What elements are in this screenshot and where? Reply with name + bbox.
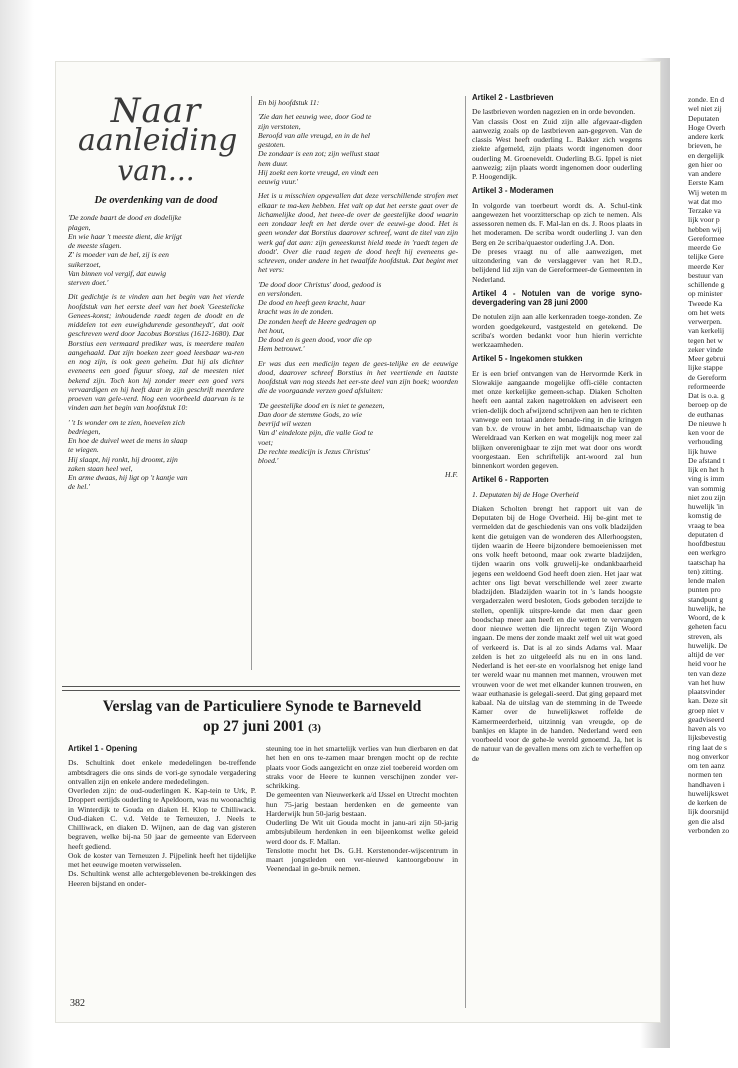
next-page-fragment-line: meerde Ker: [688, 261, 724, 271]
meditation-column-left: [68, 196, 244, 676]
next-page-fragment-line: van het huw: [688, 677, 726, 687]
next-page-fragment-line: haven als vo: [688, 724, 726, 733]
artikel-1-paragraph-3: Ook de koster van Terneuzen J. Pijpelink heeft het tijdelijke met het eeuwige moeten verwisselen.: [68, 850, 256, 869]
artikel-5-paragraph-1: Er is een brief ontvangen van de Hervormde Kerk in Slowakije aangaande mogelijke offi-ciële contacten met onze kerkelijke gemeen-schap. Diaken Scholten heeft een aantal zaken nagetrokken en adviseert een vrien-delijk doch afwijzend schrijven aan hen te richten vanwege een totaal andere benade-ring in die kringen van b.v. de vrouw in het ambt, lidmaatschap van de Wereldraad van Kerken en wat mogelijk nog meer zal blijken onverenigbaar te zijn met wat door ons wordt voorgestaan. Een schriftelijk ant-woord zal hun binnenkort worden gegeven.: [472, 368, 642, 470]
next-page-fragment-line: nog onverkor: [688, 751, 729, 761]
next-page-fragment-line: normen ten: [688, 770, 723, 780]
artikel-1-paragraph-1: Ds. Schultink doet enkele mededelingen be-treffende ambtsdragers die ons sinds de vori-ge synodale vergadering ontvallen zijn en enkele andere mededelingen.: [68, 758, 256, 786]
column-divider-1: [251, 96, 252, 670]
next-page-fragment-line: Hoge Overh: [688, 122, 726, 132]
next-page-fragment-line: Meer gebrui: [688, 354, 726, 363]
next-page-fragment-line: reformeerde: [688, 381, 726, 391]
artikel-2-paragraph-2: Van classis Oost en Zuid zijn alle afgevaar-digden aanwezig zoals op de lastbrieven aan-gegeven. Van de classis West heeft ouderling L. Bakker zich wegens ziekte afgemeld, zijn plaats wordt ingenomen door ouderling M. Groeneveldt. Ouderling B.G. Ippel is niet aanwezig; zijn plaats wordt ingenomen door ouderling P. Hoogendijk.: [472, 116, 642, 181]
next-page-fragment-line: lijk voor p: [688, 215, 720, 225]
next-page-fragment-line: brieven, he: [688, 141, 722, 151]
next-page-fragment-line: groep niet v: [688, 705, 725, 715]
next-page-fragment-line: kan. Deze sit: [688, 696, 728, 706]
next-page-fragment-line: op minister: [688, 289, 723, 299]
next-page-fragment-line: Woord, de k: [688, 613, 726, 622]
artikel-2-paragraph-1: De lastbrieven worden nagezien en in orde bevonden.: [472, 107, 636, 117]
next-page-fragment-line: ten) zitting.: [688, 566, 724, 576]
meditation-subtitle: De overdenking van de dood: [94, 196, 218, 206]
next-page-fragment-line: ring laat de s: [688, 742, 728, 752]
next-page-fragment-line: lijke stappe: [688, 363, 723, 373]
artikel-2-heading: Artikel 2 - Lastbrieven: [472, 93, 554, 102]
next-page-fragment-line: van sommig: [688, 483, 726, 493]
artikel-1-continued-3: Ouderling De Wit uit Gouda mocht in janu-ari zijn 50-jarig ambtsjubileum herdenken in een bijeenkomst welke geleid werd door ds. F. Mallan.: [266, 818, 458, 846]
artikel-4-heading: Artikel 4 - Notulen van de vorige syno-devergadering van 28 juni 2000: [472, 288, 642, 307]
next-page-fragment-line: de euthanas: [688, 409, 724, 419]
artikel-5-heading: Artikel 5 - Ingekomen stukken: [472, 354, 583, 364]
artikel-1-paragraph-2: Overleden zijn: de oud-ouderlingen K. Kap-tein te Urk, P. Droppert eertijds ouderling te Apeldoorn, was nu woonachtig in Winterdijk te Gouda en diaken H. Klop te Chilliwack. Oud-diaken C. v.d. Velde te Terneuzen, J. Neels te Chilliwack, en diaken D. Wijnen, aan de dag van gisteren begraven, welke bij-na 50 jaar de gemeente van Ederveen heeft gediend.: [68, 786, 256, 851]
next-page-fragment-column: [688, 95, 738, 835]
verslag-column-right: [472, 93, 642, 1009]
next-page-fragment-line: de Gereform: [688, 372, 727, 382]
next-page-fragment-line: Dat is o.a. g: [688, 391, 725, 400]
next-page-fragment-line: een werkgro: [688, 548, 726, 558]
next-page-fragment-line: Deputaten: [688, 113, 720, 123]
next-page-fragment-line: ving is imm: [688, 474, 725, 484]
verse-1: 'De zonde baart de dood en dodelijke plagen, En wie haar 't meeste dient, die krijgt de meeste slagen. Z' is moeder van de hel, zij is een suikerzoet, Van binnen vol vergif, dat euwig sterven doet.': [68, 213, 182, 287]
next-page-fragment-line: tegen het w: [688, 335, 724, 345]
next-page-fragment-line: niet zou zijn: [688, 492, 726, 502]
next-page-fragment-line: vraag te bea: [688, 520, 725, 530]
next-page-fragment-line: bestuur van: [688, 270, 724, 280]
verslag-column-middle: [266, 744, 458, 984]
next-page-fragment-line: wel niet zij: [688, 104, 722, 114]
artikel-6-subheading: 1. Deputaten bij de Hoge Overheid: [472, 489, 579, 499]
next-page-fragment-line: de kerken de: [688, 798, 727, 807]
next-page-fragment-line: om ten aanz: [688, 761, 725, 770]
verslag-part-number: (3): [308, 722, 321, 734]
next-page-fragment-line: van kerkelij: [688, 326, 725, 336]
next-page-fragment-line: standpunt g: [688, 594, 724, 604]
next-page-fragment-line: wat dat mo: [688, 196, 722, 206]
next-page-fragment-line: zonde. En d: [688, 95, 725, 104]
column-divider-2: [465, 96, 466, 1008]
title-line-2: aanleiding: [78, 123, 238, 158]
next-page-fragment-line: lijk en het h: [688, 465, 725, 474]
next-page-fragment-line: huwelijk 'in: [688, 502, 724, 511]
next-page-fragment-line: verbonden zo: [688, 825, 730, 835]
next-page-fragment-line: Gereformee: [688, 233, 725, 243]
next-page-fragment-line: taatschap ha: [688, 557, 726, 567]
meditation-paragraph-2: Het is u misschien opgevallen dat deze verschillende strofen met elkaar te ma-ken hebben. Het valt op dat het eerste gaat over de lichamelijke dood, het twee-de over de geestelijke dood waarin een zondaar leeft en het derde over de eeuwi-ge dood. Het is geen wonder dat Borstius daarover schreef, want de titel van zijn werk gaf dat aan: zijn geneeskunst hield mede in 'raedt tegen de doodt'. Over die raad tegen de dood heeft hij eveneens ge-schreven, onder andere in het twaalfde hoofdstuk. Dat begint met het vers:: [258, 191, 458, 275]
next-page-fragment-line: van andere: [688, 169, 722, 178]
artikel-3-paragraph-2: De preses vraagt nu of alle aanwezigen, met uitzondering van de verslaggever van het R.D., belijdend lid zijn van de Gereformeer-de Gemeenten in Nederland.: [472, 246, 642, 284]
next-page-fragment-line: punten pro: [688, 585, 721, 595]
meditation-paragraph-3: Er was dus een medicijn tegen de gees-telijke en de eeuwige dood, daarover schreef Borstius in het veertiende en laatste hoofdstuk van nog steeds het eer-ste deel van zijn boek; woorden die de voorgaande verzen goed afsluiten:: [258, 358, 458, 396]
next-page-fragment-line: deputaten d: [688, 529, 724, 539]
next-page-fragment-line: huwelijk, he: [688, 603, 726, 613]
next-page-fragment-line: en dergelijk: [688, 150, 724, 160]
next-page-fragment-line: ten van deze: [688, 668, 726, 678]
page-number: 382: [70, 998, 85, 1009]
next-page-fragment-line: streven, als: [688, 631, 723, 641]
next-page-fragment-line: geheten facu: [688, 622, 727, 632]
hoofdstuk-11-intro: En bij hoofdstuk 11:: [258, 98, 320, 107]
artikel-1-continued-2: De gemeenten van Nieuwerkerk a/d IJssel en Utrecht mochten hun 75-jarig bestaan herdenken en de gemeente van Harderwijk hun 50-jarig bestaan.: [266, 790, 458, 818]
next-page-fragment-line: lijk doorsnijd: [688, 807, 729, 817]
artikel-1-continued-1: steuning toe in het smartelijk verlies van hun dierbaren en dat het hen en ons te-zamen maar brengen mocht op de rechte plaats voor Gods aangezicht en onze ziel toebereid worden om straks voor de Heere te kunnen verschijnen zonder ver-schrikking.: [266, 744, 458, 790]
next-page-fragment-line: huwelijkswet: [688, 788, 729, 798]
meditation-paragraph-1: Dit gedichtje is te vinden aan het begin van het vierde hoofdstuk van het eerste deel van het boek 'Geestelicke Genees-konst; inhoudende raedt tegen de doodt en de middelen tot een euwighdurende gesontheydt', dat ooit geschreven werd door Jacobus Borstius (1612-1680). Dat Borstius een vermaard prediker was, is meerdere malen aangehaald. Dat zijn boeken zeer goed leesbaar wa-ren en nog zijn, is ook geen geheim. Dat hij als dichter eveneens een goed figuur sloeg, zal de meesten niet bekend zijn. Toch kon hij zonder meer een goed vers vervaardigen en hij heeft daar in zijn geschrift meerdere proeven van gele-verd. Nog een voorbeeld daarvan is te vinden aan het begin van hoofdstuk 10:: [68, 292, 244, 413]
next-page-fragment-line: andere kerk: [688, 132, 724, 141]
verslag-title-line-2: op 27 juni 2001 (3): [203, 718, 321, 735]
column-script-title: [78, 91, 238, 187]
next-page-fragment-line: verhouding: [688, 437, 723, 447]
verslag-title: [62, 697, 462, 738]
next-page-fragment-line: altijd de ver: [688, 650, 725, 659]
next-page-fragment-line: lijk huwe: [688, 446, 717, 456]
verse-2: ' 't Is wonder om te zien, hoevelen zich bedriegen, En hoe de duivel weet de mens in slaap te wiegen. Hij slaapt, hij ronkt, hij droomt, zijn zaken staan heel wel, En arme dwaas, hij ligt op 't kantje van de hel.': [68, 417, 188, 492]
artikel-1-continued-4: Tenslotte mocht het Ds. G.H. Kerstenonder-wijscentrum in maart jongstleden een ver-nieuwd kantoorgebouw in Veenendaal in ge-bruik nemen.: [266, 845, 458, 874]
next-page-fragment-line: Terzake va: [688, 206, 721, 215]
next-page-fragment-line: De afstand t: [688, 455, 725, 465]
verslag-column-left: [68, 744, 256, 984]
scan-edge-shadow: [0, 0, 34, 1068]
next-page-fragment-line: schillende g: [688, 280, 725, 289]
next-page-fragment-line: Eerste Kam: [688, 178, 724, 188]
artikel-3-heading: Artikel 3 - Moderamen: [472, 186, 554, 196]
next-page-fragment-line: huwelijk. De: [688, 640, 728, 650]
next-page-fragment-line: gen hier oo: [688, 159, 723, 169]
artikel-4-paragraph-1: De notulen zijn aan alle kerkenraden toege-zonden. Ze worden goedgekeurd, vastgesteld en getekend. De scriba's worden bedankt voor hun hierin verrichte werkzaamheden.: [472, 312, 642, 349]
author-signature: H.F.: [445, 470, 458, 480]
next-page-fragment-line: zeker vinde: [688, 344, 724, 354]
next-page-fragment-line: heid voor he: [688, 659, 726, 669]
next-page-fragment-line: beroep op de: [688, 400, 728, 410]
meditation-column-middle: [258, 98, 458, 678]
next-page-fragment-line: De nieuwe h: [688, 418, 727, 428]
verslag-title-line-1: Verslag van de Particuliere Synode te Barneveld: [102, 698, 422, 715]
artikel-3-paragraph-1: In volgorde van toerbeurt wordt ds. A. Schul-tink aangewezen het voorzitterschap op zich te nemen. Als assessoren nemen ds. F. Mal-lan en ds. J. Roos plaats in het moderamen. De scriba wordt ouderling J. van den Berg en 2e scriba/quaestor ouderling J.A. Don.: [472, 200, 642, 247]
next-page-fragment-line: geadviseerd: [688, 714, 725, 724]
next-page-fragment-line: meerde Ge: [688, 243, 722, 252]
title-line-1: Naar: [110, 91, 202, 131]
verse-3: 'Zie dan het eeuwig wee, door God te zijn verstoten, Beroofd van alle vreugd, en in de hel gestoten. De zondaar is een zot; zijn wellust staat hem duur. Hij zoekt een korte vreugd, en vindt een eeuwig vuur.': [258, 112, 380, 186]
artikel-1-paragraph-4: Ds. Schultink wenst alle achtergeblevenen be-trekkingen des Heeren bijstand en onder-: [68, 869, 256, 888]
next-page-fragment-line: komstig de: [688, 511, 722, 521]
verse-5: 'De geestelijke dood en is niet te genezen, Dan door de stemme Gods, zo wie bevrijd wil wezen Van d' eindeloze pijn, die valle God te voet; De rechte medicijn is Jezus Christus' bloed.': [258, 400, 385, 465]
next-page-fragment-line: lijksbevestig: [688, 733, 727, 743]
next-page-fragment-line: hebben wij: [688, 224, 722, 234]
next-page-fragment-line: hoofdbestuu: [688, 539, 726, 548]
next-page-fragment-line: lende malen: [688, 576, 725, 585]
title-line-3: van...: [117, 154, 195, 187]
section-divider-rule: [62, 686, 460, 691]
next-page-fragment-line: telijke Gere: [688, 252, 724, 262]
artikel-1-heading: Artikel 1 - Opening: [68, 744, 138, 753]
next-page-fragment-line: Wij weten m: [688, 187, 727, 197]
artikel-6-heading: Artikel 6 - Rapporten: [472, 475, 549, 485]
next-page-fragment-line: handhaven i: [688, 779, 725, 789]
verse-4: 'De dood door Christus' dood, gedood is en verslonden. De dood en heeft geen kracht, haar kracht was in de zonden. De zonden heeft de Heere gedragen op het hout, De dood en is geen dood, voor die op Hem betrouwt.': [258, 279, 382, 354]
next-page-fragment-line: Tweede Ka: [688, 298, 723, 308]
next-page-fragment-line: gen die alsd: [688, 816, 725, 826]
artikel-6-paragraph-1: Diaken Scholten brengt het rapport uit van de Deputaten bij de Hoge Overheid. Hij be-gint met te vermelden dat de geschiedenis van ons volk bladzijden kent die getuigen van de wonderen des Allerhoogsten, tijden waarin de Heere bijzondere bemoeienissen met ons volk heeft betoond, maar ook zwarte bladzijden, tijden waarin ons volk gruwelij-ke ondankbaarheid jegens een weldoend God heeft doen zien. Het jaar wat achter ons ligt bevat verschillende wel zeer zwarte bladzijden. Bladzijden waarin tot in 's lands hoogste vergaderzalen werd besloten, Gods geboden terzijde te stellen, openlijk uitspre-kende dat men daar geen boodschap meer aan heeft en die wetten te vervangen door nieuwe wetten die lijnrecht tegen Zijn Woord ingaan. De mens der zonde maakt zelf wel uit wat goed of verkeerd is. Dat is al zo sinds Adams val. Maar zelden is het zo uitgeleefd als nu en in ons land. Nederland is het eer-ste en voorlalsnog het enige land ter wereld waar nu mannen met mannen, vrouwen met vrouwen voor de wet met elkander kunnen trouwen, en waar euthanasie is gelegali-seerd. Dat ging gepaard met kabaal. Na de uitslag van de stemming in de Tweede Kamer over de huwelijkswet roffelde de Kamermeerderheid, uitzinnig van vreugde, op de bankjes en klapte in de handen. Nederland werd een voorbeeld voor de gehe-le wereld genoemd. Ja, het is de natuur van de gevallen mens om zich te verheffen op de: [472, 503, 642, 763]
next-page-fragment-line: om het wets: [688, 307, 725, 317]
next-page-fragment-line: verwerpen.: [688, 317, 722, 326]
next-page-fragment-line: ken voor de: [688, 428, 724, 437]
next-page-fragment-line: plaatsvinder: [688, 687, 726, 696]
